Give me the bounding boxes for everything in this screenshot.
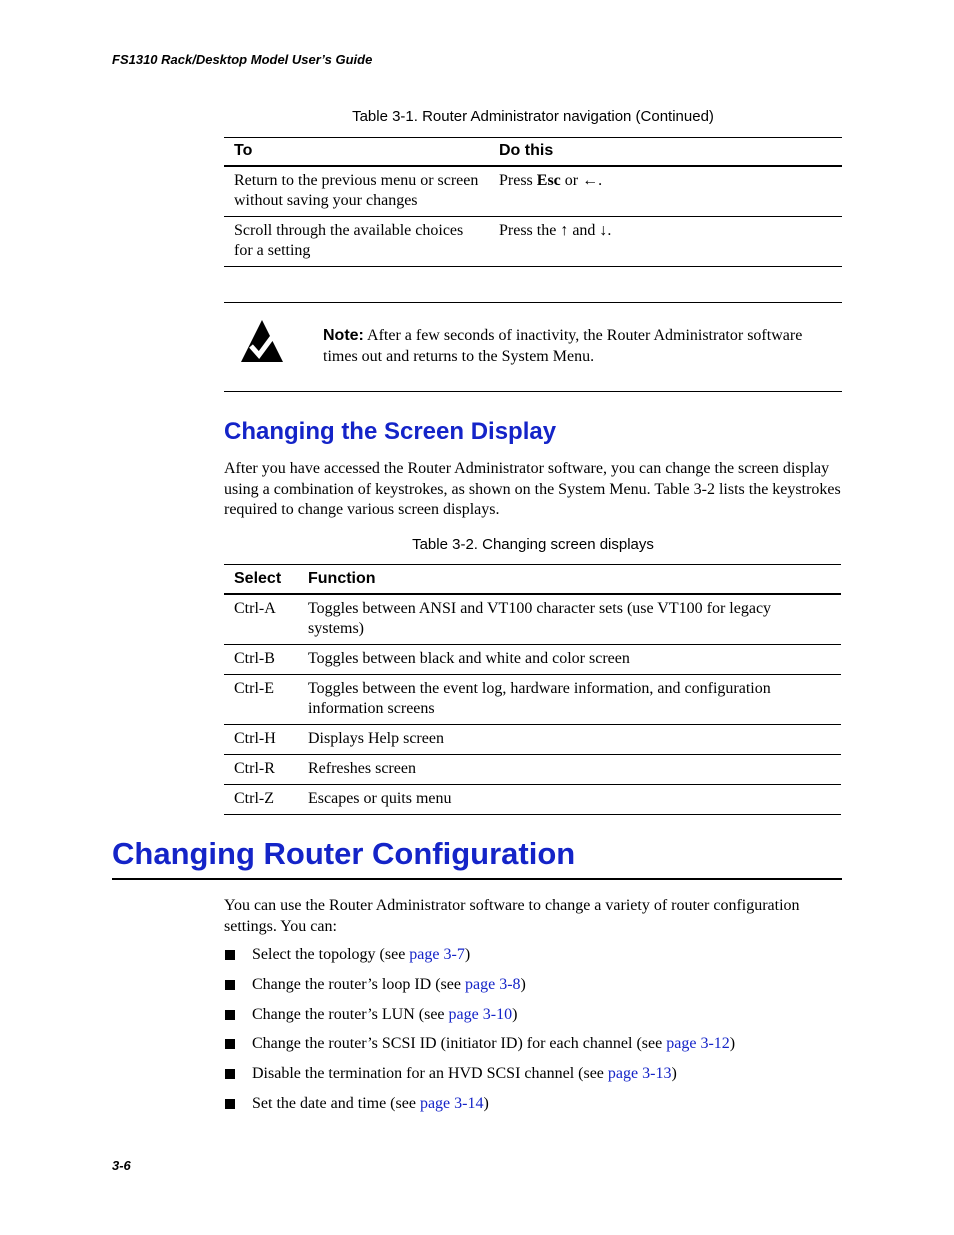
page-link[interactable]: page 3-10 — [448, 1005, 513, 1023]
list-item-text: Set the date and time (see — [252, 1094, 420, 1112]
column-header-function: Function — [308, 569, 376, 587]
note-text — [323, 325, 833, 367]
section-paragraph: You can use the Router Administrator software to change a variety of router configuration settings. You can: — [224, 897, 800, 935]
column-header-to: To — [234, 142, 253, 160]
bullet-square-icon — [225, 1069, 235, 1079]
list-item-end: ) — [671, 1065, 677, 1083]
list-item-text: Change the router’s SCSI ID (initiator ID) for each channel (see — [252, 1035, 667, 1053]
cell-do-this — [489, 166, 842, 217]
list-item — [224, 975, 842, 1005]
table-row — [224, 216, 842, 266]
cell-to: Return to the previous menu or screen without saving your changes — [224, 166, 489, 217]
note-label: Note: — [323, 327, 364, 344]
bullet-square-icon — [225, 1099, 235, 1109]
cell-function: Toggles between the event log, hardware information, and configuration information screens — [298, 674, 841, 724]
table-row — [224, 754, 841, 784]
page-link[interactable]: page 3-12 — [666, 1035, 730, 1053]
table-row — [224, 674, 841, 724]
table-row — [224, 644, 841, 674]
cell-function: Escapes or quits menu — [298, 784, 841, 814]
chapter-section-heading: Changing Router Configuration — [112, 836, 842, 880]
table-row — [224, 594, 841, 645]
list-item-end: ) — [483, 1094, 489, 1112]
note-box — [224, 302, 842, 392]
list-item — [224, 1034, 842, 1064]
cell-select: Ctrl-Z — [224, 784, 298, 814]
cell-function: Toggles between ANSI and VT100 character sets (use VT100 for legacy systems) — [298, 594, 841, 645]
section-paragraph: After you have accessed the Router Administrator software, you can change the screen display using a combination of keystrokes, as shown on the System Menu. Table 3-2 lists the keystrokes required to change various screen displays. — [224, 460, 841, 518]
list-item-end: ) — [729, 1035, 736, 1053]
list-item — [224, 1064, 842, 1094]
list-item-end: ) — [520, 975, 526, 993]
bullet-square-icon — [225, 1010, 235, 1020]
table-row — [224, 724, 841, 754]
page-link[interactable]: page 3-14 — [419, 1094, 484, 1112]
cell-function: Refreshes screen — [298, 754, 841, 784]
list-item-text: Change the router’s loop ID (see — [252, 975, 465, 993]
list-item-text: Change the router’s LUN (see — [252, 1005, 449, 1023]
cell-to: Scroll through the available choices for a setting — [224, 216, 489, 266]
cell-text: Press — [499, 171, 537, 189]
list-item — [224, 1005, 842, 1035]
column-header-do-this: Do this — [499, 142, 554, 160]
bullet-square-icon — [225, 950, 235, 960]
note-body: After a few seconds of inactivity, the Router Administrator software times out and returns to the System Menu. — [323, 327, 803, 365]
cell-select: Ctrl-R — [224, 754, 298, 784]
section-heading: Changing the Screen Display — [224, 418, 557, 445]
list-item-end: ) — [512, 1005, 518, 1023]
bullet-square-icon — [225, 1039, 235, 1049]
list-item — [224, 1094, 842, 1124]
bullet-list — [224, 945, 842, 1124]
cell-function: Displays Help screen — [298, 724, 841, 754]
table-row — [224, 166, 842, 217]
page-number: 3-6 — [112, 1158, 131, 1173]
cell-select: Ctrl-B — [224, 644, 298, 674]
cell-select: Ctrl-H — [224, 724, 298, 754]
list-item-text: Disable the termination for an HVD SCSI channel (see — [252, 1065, 608, 1083]
screen-display-table — [224, 564, 841, 815]
cell-do-this: Press the ↑ and ↓. — [489, 216, 842, 266]
key-label: Esc — [536, 171, 561, 189]
navigation-table — [224, 137, 842, 267]
cell-function: Toggles between black and white and color screen — [298, 644, 841, 674]
table-row — [224, 784, 841, 814]
table-caption: Table 3-2. Changing screen displays — [412, 536, 654, 553]
page-link[interactable]: page 3-13 — [607, 1065, 672, 1083]
column-header-select: Select — [234, 569, 282, 587]
list-item — [224, 945, 842, 975]
note-checkmark-icon — [240, 319, 284, 363]
bullet-square-icon — [225, 980, 235, 990]
table-caption: Table 3-1. Router Administrator navigation (Continued) — [352, 108, 714, 125]
page-link[interactable]: page 3-7 — [409, 946, 465, 963]
cell-select: Ctrl-A — [224, 594, 298, 645]
running-header: FS1310 Rack/Desktop Model User’s Guide — [112, 52, 373, 67]
page-link[interactable]: page 3-8 — [464, 975, 521, 993]
cell-text: or ←. — [560, 171, 603, 189]
list-item-text: Select the topology (see — [252, 946, 410, 963]
list-item-end: ) — [464, 946, 471, 963]
cell-select: Ctrl-E — [224, 674, 298, 724]
